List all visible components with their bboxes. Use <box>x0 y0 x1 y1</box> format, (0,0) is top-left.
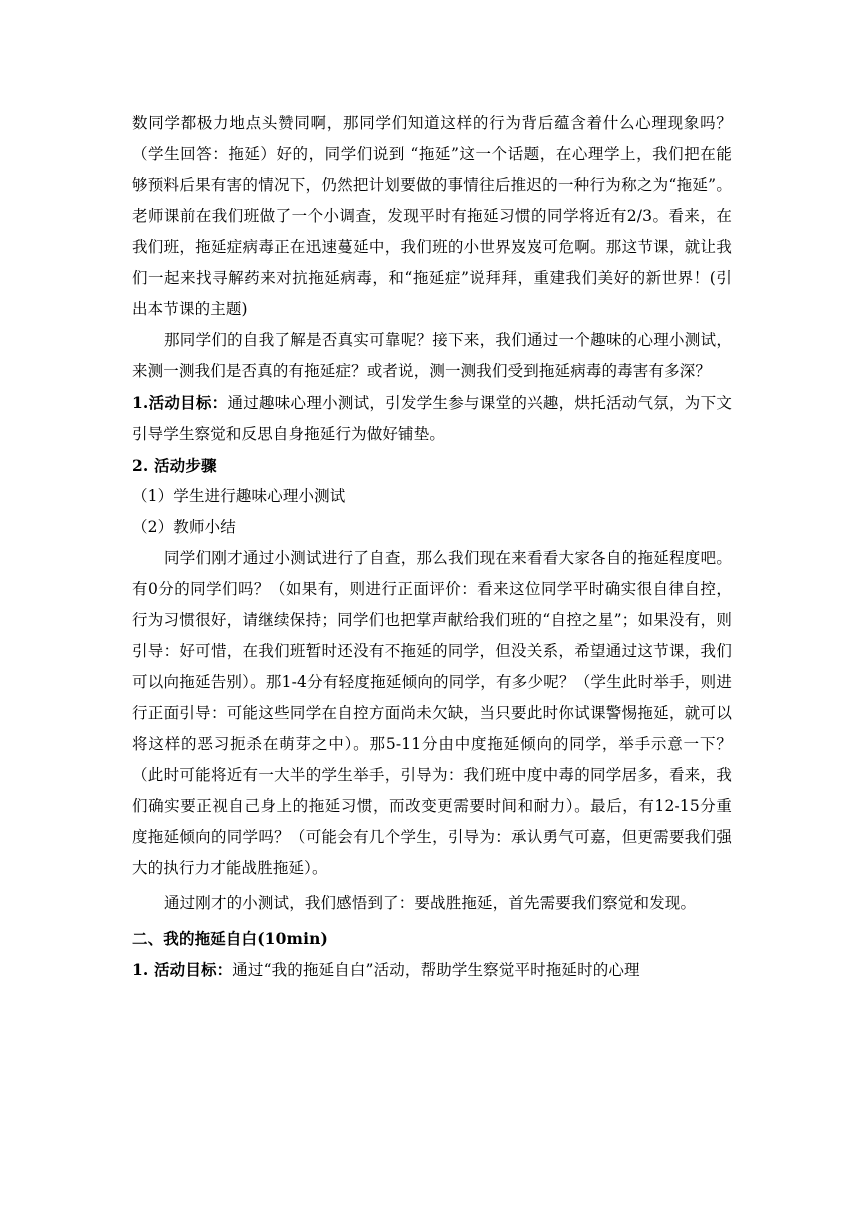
section-2-heading: 二、我的拖延自白(10min) <box>132 929 329 948</box>
activity-step-2: （2）教师小结 <box>132 518 236 536</box>
activity-goal-2 <box>132 954 732 986</box>
activity-goal-1 <box>132 387 732 450</box>
quiz-intro-paragraph: 那同学们的自我了解是否真实可靠呢？接下来，我们通过一个趣味的心理小测试，来测一测我们是否真的有拖延症？或者说，测一测我们受到拖延病毒的毒害有多深？ <box>132 331 732 380</box>
intro-paragraph: 数同学都极力地点头赞同啊，那同学们知道这样的行为背后蕴含着什么心理现象吗？（学生回答：拖延）好的，同学们说到 “拖延”这一个话题，在心理学上，我们把在能够预料后果有害的情况下，仍然把计划要做的事情往后推迟的一种行为称之为“拖延”。老师课前在我们班做了一个小调查，发现平时有拖延习惯的同学将近有2/3。看来，在我们班，拖延症病毒正在迅速蔓延中，我们班的小世界岌岌可危啊。那这节课，就让我们一起来找寻解药来对抗拖延病毒，和“拖延症”说拜拜，重建我们美好的新世界！(引出本节课的主题) <box>132 114 732 318</box>
conclusion-paragraph: 通过刚才的小测试，我们感悟到了：要战胜拖延，首先需要我们察觉和发现。 <box>164 894 697 912</box>
activity-steps-heading: 2. 活动步骤 <box>132 456 217 475</box>
activity-goal-1-label: 1.活动目标： <box>132 393 228 412</box>
activity-goal-2-label: 1. 活动目标： <box>132 960 233 979</box>
document-body <box>132 108 732 986</box>
teacher-summary-paragraph: 同学们刚才通过小测试进行了自查，那么我们现在来看看大家各自的拖延程度吧。有0分的同学们吗？（如果有，则进行正面评价：看来这位同学平时确实很自律自控，行为习惯很好，请继续保持；同学们也把掌声献给我们班的“自控之星”；如果没有，则引导：好可惜，在我们班暂时还没有不拖延的同学，但没关系，希望通过这节课，我们可以向拖延告别）。那1-4分有轻度拖延倾向的同学，有多少呢？（学生此时举手，则进行正面引导：可能这些同学在自控方面尚未欠缺，当只要此时你试课警惕拖延，就可以将这样的恶习扼杀在萌芽之中）。那5-11分由中度拖延倾向的同学，举手示意一下？（此时可能将近有一大半的学生举手，引导为：我们班中度中毒的同学居多，看来，我们确实要正视自己身上的拖延习惯，而改变更需要时间和耐力）。最后，有12-15分重度拖延倾向的同学吗？（可能会有几个学生，引导为：承认勇气可嘉，但更需要我们强大的执行力才能战胜拖延）。 <box>132 549 732 877</box>
activity-step-1: （1）学生进行趣味心理小测试 <box>132 487 346 505</box>
activity-goal-2-text: 通过“我的拖延自白”活动，帮助学生察觉平时拖延时的心理 <box>232 961 640 979</box>
activity-goal-1-text: 通过趣味心理小测试，引发学生参与课堂的兴趣，烘托活动气氛，为下文引导学生察觉和反思自身拖延行为做好铺垫。 <box>132 394 733 443</box>
